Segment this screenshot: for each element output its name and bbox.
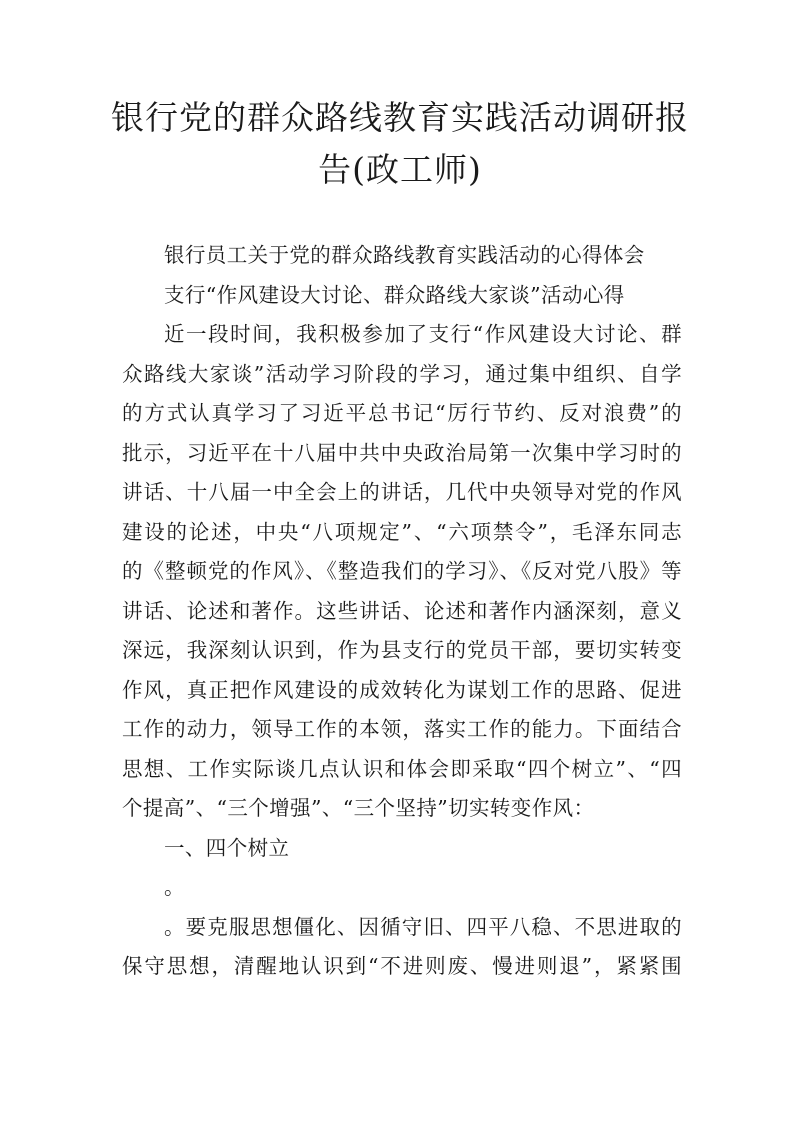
paragraph-line: 近一段时间，我积极参加了支行“作风建设大讨论、群 — [164, 322, 682, 346]
paragraph-line: 讲话、论述和著作。这些讲话、论述和著作内涵深刻，意义 — [122, 598, 682, 623]
subheading-2: 支行“作风建设大讨论、群众路线大家谈”活动心得 — [164, 282, 625, 307]
paragraph-line: 批示，习近平在十八届中共中央政治局第一次集中学习时的 — [122, 440, 682, 465]
paragraph-line: 工作的动力，领导工作的本领，落实工作的能力。下面结合 — [122, 717, 682, 741]
title-line: 银行党的群众路线教育实践活动调研报 — [111, 98, 689, 137]
paragraph-line: 建设的论述，中央“八项规定”、“六项禁令”，毛泽东同志 — [122, 519, 682, 544]
paragraph-line: 保守思想，清醒地认识到“不进则废、慢进则退”，紧紧围 — [122, 954, 682, 978]
subheading-1: 银行员工关于党的群众路线教育实践活动的心得体会 — [164, 243, 645, 267]
paragraph-line: 深远，我深刻认识到，作为县支行的党员干部，要切实转变 — [122, 638, 682, 662]
document-body — [122, 236, 682, 987]
paragraph-line: 众路线大家谈”活动学习阶段的学习，通过集中组织、自学 — [122, 361, 682, 386]
document-title — [110, 92, 690, 196]
title-line: 告(政工师) — [318, 150, 482, 189]
paragraph-line: 作风，真正把作风建设的成效转化为谋划工作的思路、促进 — [122, 677, 682, 702]
paragraph-1 — [122, 315, 682, 829]
paragraph-line: 的《整顿党的作风》、《整造我们的学习》、《反对党八股》等 — [122, 559, 682, 583]
section-heading-1: 一、四个树立 — [164, 835, 290, 860]
paragraph-line: 思想、工作实际谈几点认识和体会即采取“四个树立”、“四 — [122, 756, 682, 781]
paragraph-line: 个提高”、“三个增强”、“三个坚持”切实转变作风： — [122, 796, 595, 820]
paragraph-2 — [122, 908, 682, 987]
dot-line: 。 — [164, 875, 185, 899]
paragraph-line: 。要克服思想僵化、因循守旧、四平八稳、不思进取的 — [164, 914, 682, 939]
paragraph-line: 讲话、十八届一中全会上的讲话，几代中央领导对党的作风 — [122, 480, 682, 504]
paragraph-line: 的方式认真学习了习近平总书记“厉行节约、反对浪费”的 — [122, 401, 682, 425]
